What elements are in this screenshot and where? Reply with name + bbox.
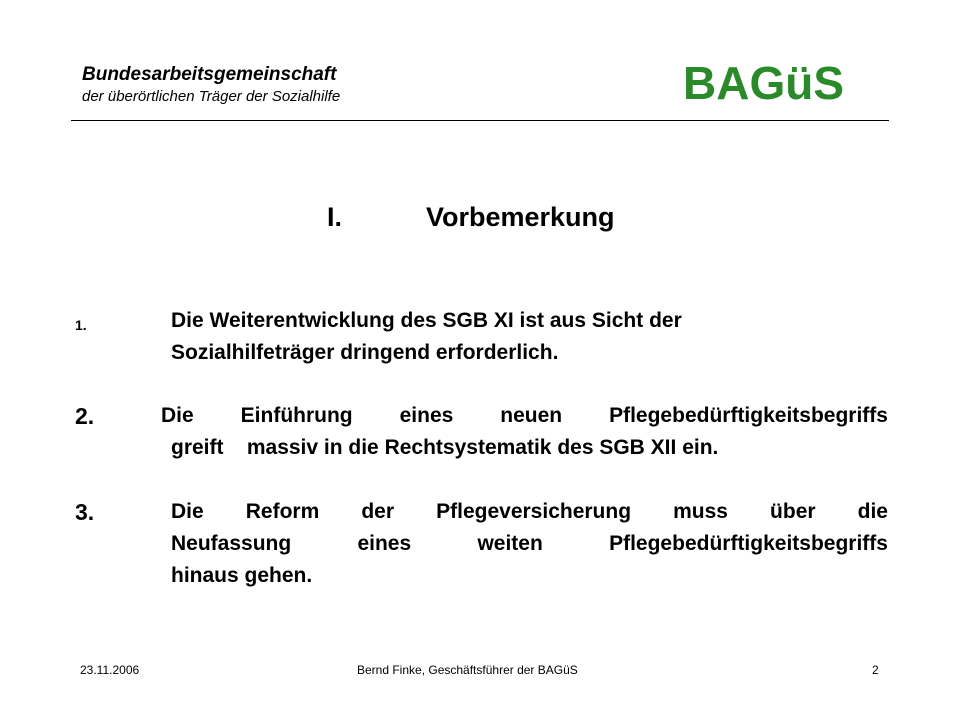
item-3-line-3: hinaus gehen.	[171, 564, 313, 587]
item-1-number: 1.	[75, 317, 87, 333]
item-3-line-2-word: weiten	[477, 532, 543, 555]
footer-page-number: 2	[872, 663, 879, 677]
header-divider	[71, 120, 889, 121]
item-3-line-1-word: Die	[171, 500, 204, 523]
item-3-line-1-word: muss	[673, 500, 728, 523]
item-3-line-2	[171, 528, 888, 560]
item-2-line-1	[161, 400, 888, 432]
org-name: Bundesarbeitsgemeinschaft	[82, 64, 337, 85]
item-2-number: 2.	[75, 403, 95, 429]
item-3-line-1-word: Pflegeversicherung	[436, 500, 632, 523]
item-3-line-1-word: Reform	[245, 500, 320, 523]
item-3-line-2-word: eines	[357, 532, 412, 555]
item-3-line-1	[171, 496, 888, 528]
item-2-line-1-word: neuen	[500, 404, 563, 427]
section-title: Vorbemerkung	[426, 202, 615, 232]
item-3-number: 3.	[75, 499, 95, 525]
item-3-line-1-word: die	[857, 500, 888, 523]
bagus-logo: BAGüS	[683, 57, 844, 109]
item-2-line-1-word: Einführung	[240, 404, 353, 427]
item-2-text	[161, 400, 888, 464]
item-2-line-2: greift massiv in die Rechtsystematik des SGB XII ein.	[171, 436, 719, 459]
item-2-line-1-word: Die	[161, 404, 194, 427]
item-3-line-2-word: Pflegebedürftigkeitsbegriffs	[609, 532, 888, 555]
section-number: I.	[327, 202, 343, 232]
footer-date: 23.11.2006	[80, 663, 140, 677]
item-3-line-1-word: der	[361, 500, 395, 523]
item-3-text	[171, 496, 888, 592]
footer-author: Bernd Finke, Geschäftsführer der BAGüS	[357, 663, 578, 677]
item-3-line-1-word: über	[770, 500, 816, 523]
item-3-line-2-word: Neufassung	[171, 532, 292, 555]
item-2-line-1-word: eines	[399, 404, 454, 427]
item-1-text	[171, 305, 891, 369]
item-1-line-1: Die Weiterentwicklung des SGB XI ist aus Sicht der	[171, 309, 682, 332]
item-2-line-1-word: Pflegebedürftigkeitsbegriffs	[609, 404, 888, 427]
org-subtitle: der überörtlichen Träger der Sozialhilfe	[82, 88, 341, 105]
item-1-line-2: Sozialhilfeträger dringend erforderlich.	[171, 341, 559, 364]
